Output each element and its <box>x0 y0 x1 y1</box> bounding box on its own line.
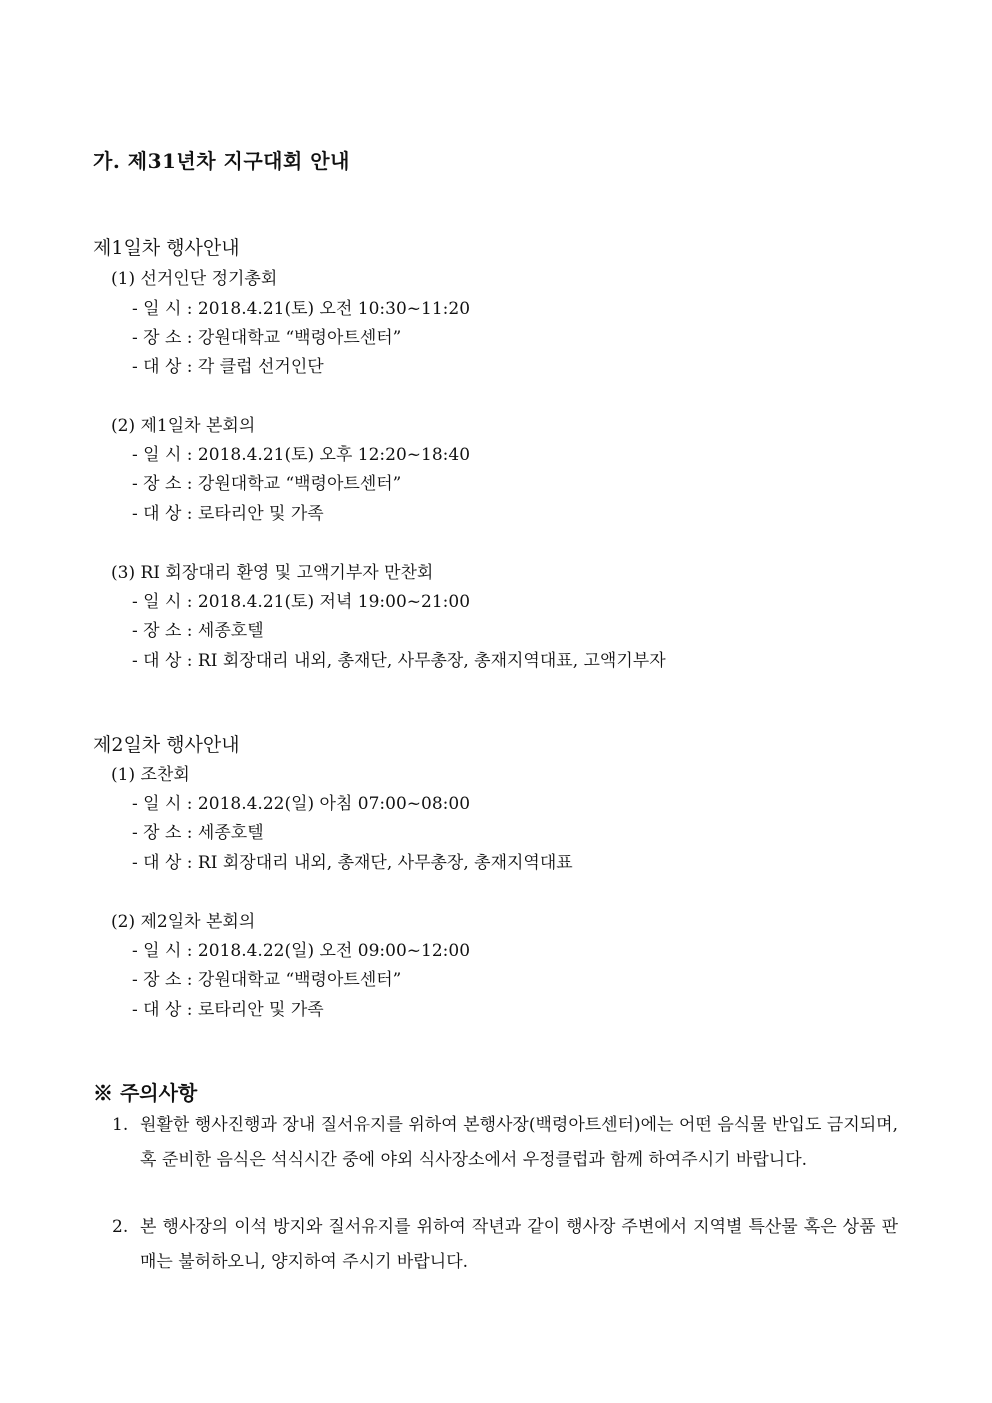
day1-event2-heading: (2) 제1일차 본회의 <box>111 416 256 436</box>
day1-event2-time: - 일 시 : 2018.4.21(토) 오후 12:20~18:40 <box>132 445 471 465</box>
caution-item <box>112 1108 898 1178</box>
day2-event1-place: - 장 소 : 세종호텔 <box>132 823 264 843</box>
caution-item-number: 1. <box>112 1115 129 1135</box>
day1-event1-target: - 대 상 : 각 클럽 선거인단 <box>132 357 324 377</box>
caution-item-text: 본 행사장의 이석 방지와 질서유지를 위하여 작년과 같이 행사장 주변에서 지역별 특산물 혹은 상품 판매는 불허하오니, 양지하여 주시기 바랍니다. <box>140 1217 898 1272</box>
caution-item-number: 2. <box>112 1217 129 1237</box>
day2-event1-time: - 일 시 : 2018.4.22(일) 아침 07:00~08:00 <box>132 794 471 814</box>
caution-item <box>112 1210 898 1280</box>
day2-event2-time: - 일 시 : 2018.4.22(일) 오전 09:00~12:00 <box>132 941 471 961</box>
day2-title: 제2일차 행사안내 <box>93 734 240 756</box>
caution-item-text: 원활한 행사진행과 장내 질서유지를 위하여 본행사장(백령아트센터)에는 어떤 음식물 반입도 금지되며, 혹 준비한 음식은 석식시간 중에 야외 식사장소에서 우정클럽과 함께 하여주시기 바랍니다. <box>140 1115 898 1170</box>
day2-event1-heading: (1) 조찬회 <box>111 765 190 785</box>
day2-event2-place: - 장 소 : 강원대학교 “백령아트센터” <box>132 970 402 990</box>
day1-event2-place: - 장 소 : 강원대학교 “백령아트센터” <box>132 474 402 494</box>
day1-event3-target: - 대 상 : RI 회장대리 내외, 총재단, 사무총장, 총재지역대표, 고액기부자 <box>132 651 666 671</box>
day2-event2-target: - 대 상 : 로타리안 및 가족 <box>132 1000 324 1020</box>
day1-event3-heading: (3) RI 회장대리 환영 및 고액기부자 만찬회 <box>111 563 434 583</box>
day2-event2-heading: (2) 제2일차 본회의 <box>111 912 256 932</box>
day1-title: 제1일차 행사안내 <box>93 237 240 259</box>
day2-event1-target: - 대 상 : RI 회장대리 내외, 총재단, 사무총장, 총재지역대표 <box>132 853 573 873</box>
document-title: 가. 제31년차 지구대회 안내 <box>93 149 350 173</box>
day1-event3-time: - 일 시 : 2018.4.21(토) 저녁 19:00~21:00 <box>132 592 471 612</box>
day1-event1-heading: (1) 선거인단 정기총회 <box>111 269 278 289</box>
caution-title: ※ 주의사항 <box>93 1081 198 1105</box>
day1-event1-time: - 일 시 : 2018.4.21(토) 오전 10:30~11:20 <box>132 299 471 319</box>
day1-event2-target: - 대 상 : 로타리안 및 가족 <box>132 504 324 524</box>
day1-event1-place: - 장 소 : 강원대학교 “백령아트센터” <box>132 328 402 348</box>
day1-event3-place: - 장 소 : 세종호텔 <box>132 621 264 641</box>
